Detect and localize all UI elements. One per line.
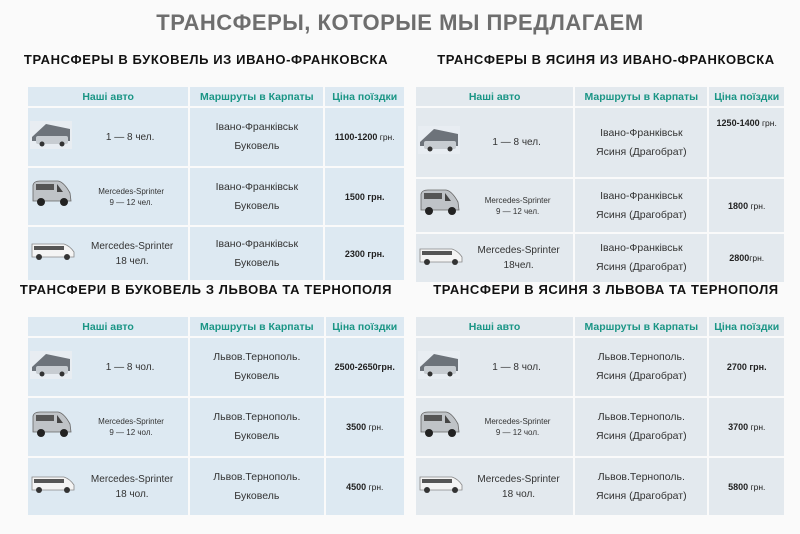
price-unit: грн. (366, 481, 384, 492)
car-label: 1 — 8 чел. (105, 131, 155, 143)
car-capacity: 18 чол. (502, 488, 536, 500)
price-value: 3500 (346, 422, 367, 432)
header-route: Маршруты в Карпаты (574, 86, 708, 107)
car-cell (27, 167, 189, 226)
car-capacity: 9 — 12 чол. (495, 428, 540, 437)
car-label: Mercedes-Sprinter (90, 473, 174, 485)
price-unit: грн. (749, 253, 765, 263)
car-cell (415, 337, 574, 397)
route-from: Львов.Тернополь. (597, 411, 685, 423)
price-cell (325, 457, 406, 516)
route-from: Івано-Франківськ (215, 121, 299, 133)
route-from: Івано-Франківськ (600, 189, 683, 202)
price-value: 2500-2650грн. (334, 362, 395, 372)
minivan-icon (28, 351, 72, 384)
price-value: 2800 (729, 253, 750, 263)
header-price: Ціна поїздки (708, 86, 785, 107)
table-row (415, 233, 785, 283)
car-label: Mercedes-Sprinter (484, 195, 551, 205)
car-label: Mercedes-Sprinter (91, 240, 174, 252)
price-cell (325, 337, 406, 397)
price-unit: грн. (366, 422, 384, 432)
long-van-icon (416, 245, 464, 272)
route-to: Ясиня (Драгобрат) (596, 145, 687, 158)
price-value: 2300 грн. (344, 248, 385, 259)
table-row (27, 226, 405, 281)
transfer-table (26, 85, 406, 282)
long-van-icon (416, 473, 464, 500)
route-cell (189, 397, 324, 457)
price-unit: грн. (759, 118, 777, 128)
price-cell (324, 226, 405, 281)
route-to: Ясиня (Драгобрат) (596, 208, 687, 221)
car-capacity: 9 — 12 чел. (496, 206, 540, 216)
route-from: Львов.Тернополь. (597, 351, 685, 363)
route-from: Львов.Тернополь. (213, 411, 301, 423)
header-route: Маршруты в Карпаты (189, 316, 324, 337)
car-label: Mercedes-Sprinter (484, 417, 551, 426)
car-label: Mercedes-Sprinter (98, 186, 165, 196)
long-van-icon (28, 240, 76, 267)
car-cell (27, 107, 189, 167)
section-title: ТРАНСФЕРЫ В БУКОВЕЛЬ ИЗ ИВАНО-ФРАНКОВСКА (23, 52, 389, 67)
price-cell (708, 457, 785, 516)
price-value: 1250-1400 (716, 118, 760, 128)
car-label: 1 — 8 чол. (492, 361, 541, 373)
route-from: Львов.Тернополь. (597, 470, 685, 483)
route-from: Івано-Франківськ (215, 237, 299, 250)
car-label: 1 — 8 чол. (105, 361, 155, 373)
price-cell (708, 397, 785, 457)
table-header (415, 316, 785, 337)
route-to: Ясиня (Драгобрат) (596, 261, 687, 273)
car-cell (27, 457, 189, 516)
route-cell (189, 337, 324, 397)
table-row (27, 107, 405, 167)
route-cell (574, 233, 708, 283)
route-from: Львов.Тернополь. (213, 470, 301, 483)
car-capacity: 18 чел. (115, 255, 149, 267)
minivan-icon (416, 351, 460, 384)
route-from: Львов.Тернополь. (213, 351, 301, 363)
header-price: Ціна поїздки (325, 316, 406, 337)
car-cell (415, 457, 574, 516)
long-van-icon (28, 473, 76, 500)
car-cell (415, 233, 574, 283)
header-price: Ціна поїздки (708, 316, 785, 337)
car-label: 1 — 8 чел. (492, 137, 541, 148)
header-car: Наші авто (27, 86, 189, 107)
car-capacity: 9 — 12 чел. (109, 197, 153, 207)
route-to: Буковель (234, 370, 280, 382)
route-cell (189, 167, 324, 226)
price-value: 1800 (728, 200, 749, 211)
car-cell (415, 178, 574, 233)
car-label: Mercedes-Sprinter (477, 245, 560, 256)
route-to: Ясиня (Драгобрат) (596, 430, 687, 442)
table-row (415, 457, 785, 516)
header-price: Ціна поїздки (324, 86, 405, 107)
section-title: ТРАНСФЕРЫ В ЯСИНЯ ИЗ ИВАНО-ФРАНКОВСКА (437, 52, 775, 67)
table-row (415, 107, 785, 178)
table-header (415, 86, 785, 107)
route-cell (574, 337, 708, 397)
price-cell (708, 233, 785, 283)
sprinter-icon (28, 408, 74, 447)
table-row (27, 457, 405, 516)
car-cell (27, 337, 189, 397)
price-cell (708, 337, 785, 397)
car-label: Mercedes-Sprinter (98, 417, 164, 426)
table-row (27, 337, 405, 397)
sprinter-icon (416, 408, 462, 447)
table-row (27, 397, 405, 457)
route-from: Івано-Франківськ (215, 180, 299, 193)
route-to: Буковель (234, 430, 280, 442)
transfer-table (414, 315, 786, 517)
route-cell (189, 107, 324, 167)
route-cell (189, 226, 324, 281)
price-cell (708, 107, 785, 178)
route-from: Івано-Франківськ (600, 242, 683, 254)
route-cell (574, 178, 708, 233)
route-to: Буковель (234, 489, 280, 502)
route-cell (574, 397, 708, 457)
price-unit: грн. (748, 200, 766, 211)
header-route: Маршруты в Карпаты (574, 316, 708, 337)
table-row (415, 178, 785, 233)
header-car: Наші авто (415, 316, 574, 337)
table-header (27, 316, 405, 337)
route-to: Буковель (234, 199, 280, 212)
section-title: ТРАНСФЕРИ В БУКОВЕЛЬ З ЛЬВОВА ТА ТЕРНОПОЛЯ (19, 282, 393, 297)
route-cell (574, 457, 708, 516)
header-route: Маршруты в Карпаты (189, 86, 324, 107)
minivan-icon (416, 126, 460, 159)
price-cell (325, 397, 406, 457)
table-row (415, 397, 785, 457)
table-header (27, 86, 405, 107)
route-cell (189, 457, 324, 516)
route-from: Івано-Франківськ (600, 126, 683, 139)
car-capacity: 18чел. (503, 260, 534, 271)
sprinter-icon (28, 177, 74, 216)
sprinter-icon (416, 186, 462, 225)
price-cell (324, 167, 405, 226)
table-row (27, 167, 405, 226)
car-cell (415, 107, 574, 178)
price-unit: грн. (748, 422, 766, 432)
price-cell (324, 107, 405, 167)
car-label: Mercedes-Sprinter (477, 473, 560, 485)
page-title: ТРАНСФЕРЫ, КОТОРЫЕ МЫ ПРЕДЛАГАЕМ (156, 10, 644, 35)
price-cell (708, 178, 785, 233)
car-cell (415, 397, 574, 457)
car-cell (27, 226, 189, 281)
route-to: Ясиня (Драгобрат) (596, 489, 687, 502)
header-car: Наші авто (27, 316, 189, 337)
price-unit: грн. (748, 481, 766, 492)
transfer-table (26, 315, 406, 517)
car-capacity: 18 чол. (115, 488, 149, 500)
price-value: 5800 (728, 481, 749, 492)
price-value: 3700 (728, 422, 749, 432)
car-capacity: 9 — 12 чол. (109, 428, 153, 437)
section-title: ТРАНСФЕРИ В ЯСИНЯ З ЛЬВОВА ТА ТЕРНОПОЛЯ (433, 282, 779, 297)
route-to: Буковель (234, 140, 280, 152)
minivan-icon (28, 121, 72, 154)
table-row (415, 337, 785, 397)
price-value: 2700 грн. (726, 362, 767, 372)
header-car: Наші авто (415, 86, 574, 107)
car-cell (27, 397, 189, 457)
price-value: 4500 (346, 481, 367, 492)
price-value: 1500 грн. (344, 191, 385, 202)
price-unit: грн. (377, 132, 395, 142)
price-value: 1100-1200 (334, 132, 378, 142)
route-to: Буковель (234, 256, 280, 269)
transfer-table (414, 85, 786, 284)
route-to: Ясиня (Драгобрат) (596, 370, 687, 382)
route-cell (574, 107, 708, 178)
